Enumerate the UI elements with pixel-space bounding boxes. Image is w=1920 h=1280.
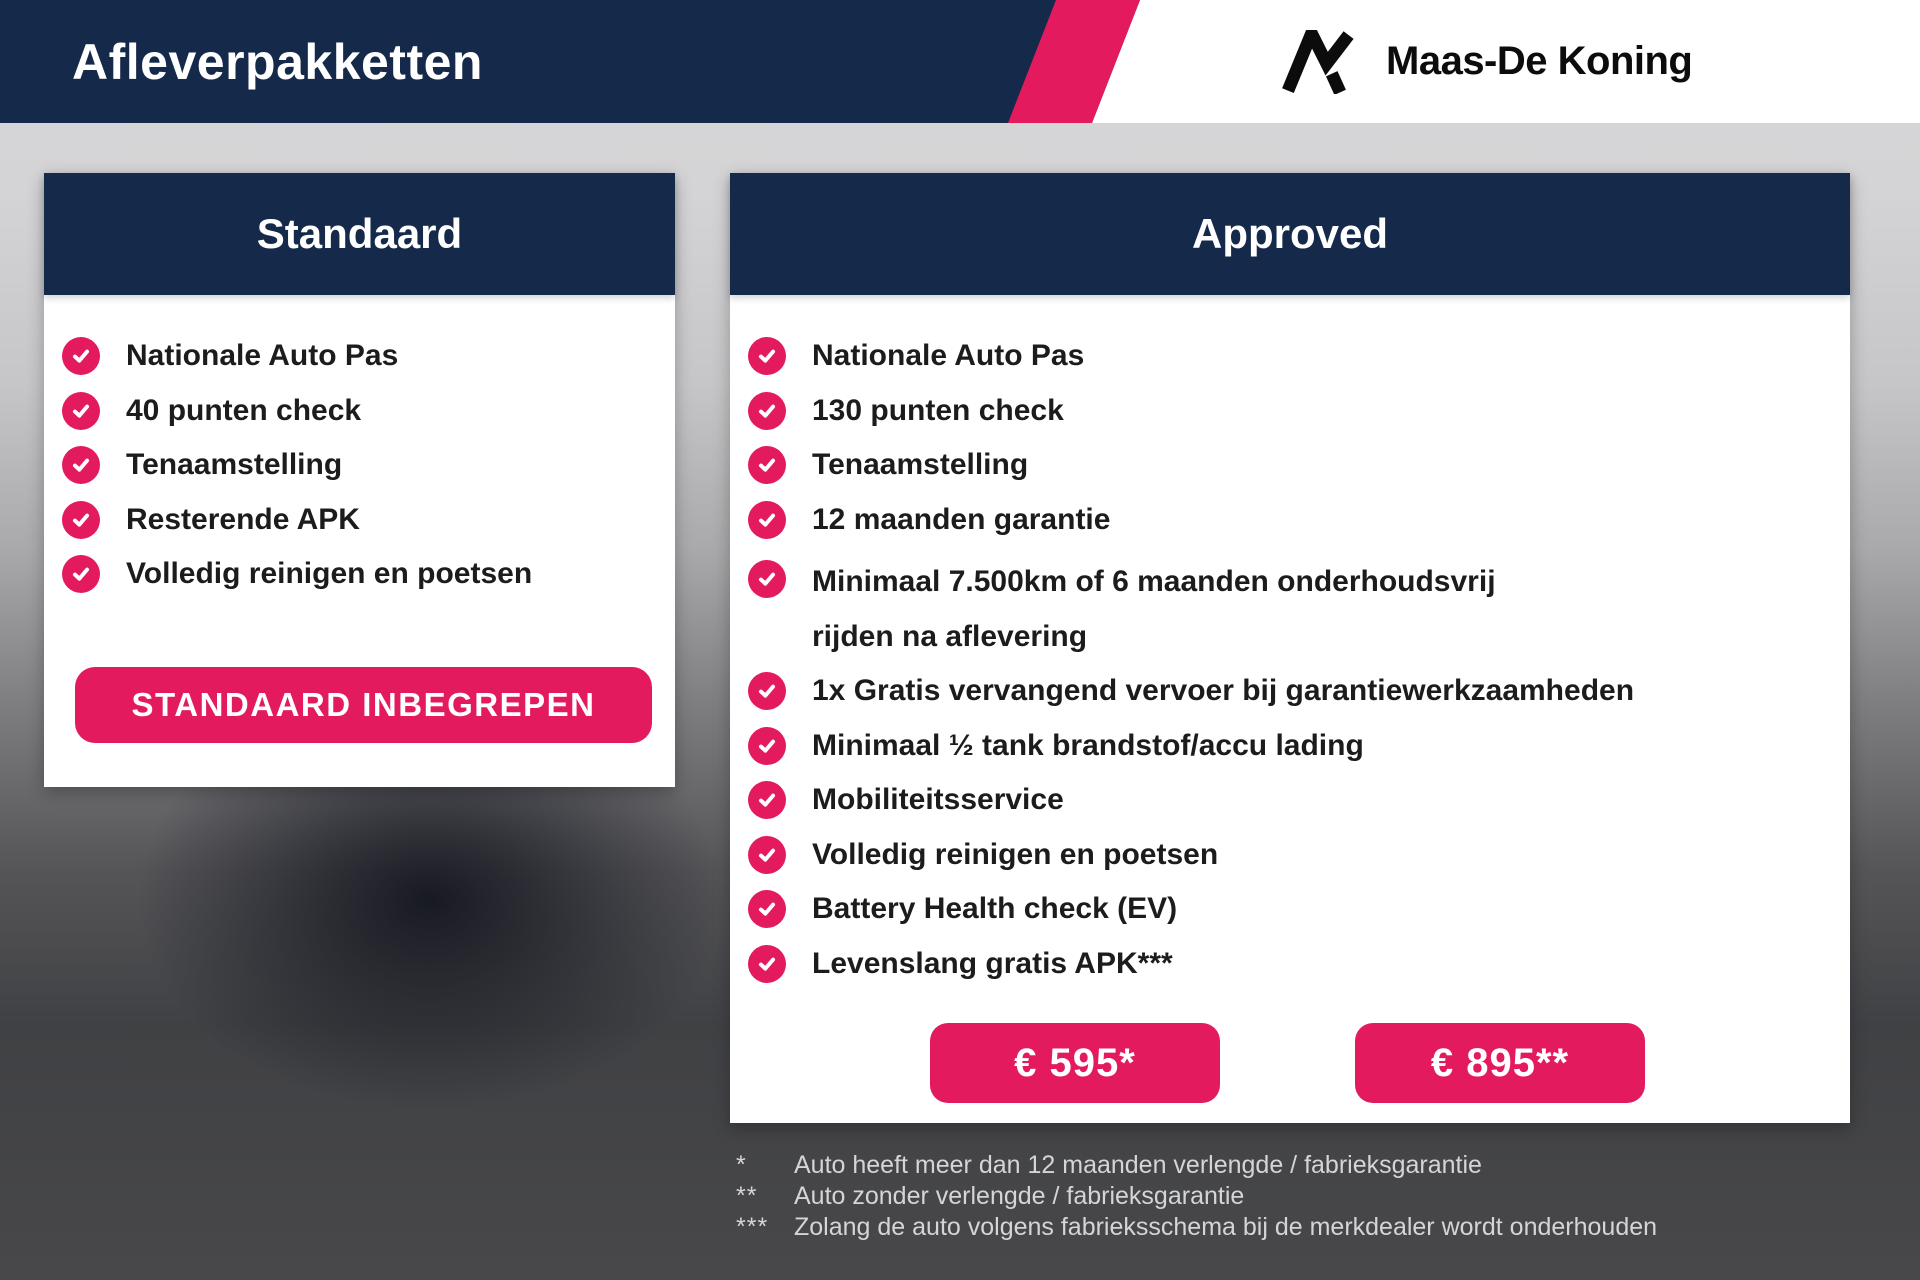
check-icon xyxy=(62,501,100,539)
list-item-label: Levenslang gratis APK*** xyxy=(812,946,1173,980)
price-button-595[interactable]: € 595* xyxy=(930,1023,1220,1103)
list-item-label: Nationale Auto Pas xyxy=(126,339,399,372)
footnote-text: Auto heeft meer dan 12 maanden verlengde / fabrieksgarantie xyxy=(794,1151,1482,1179)
list-item xyxy=(62,493,647,548)
brand-lockup xyxy=(1282,0,1692,123)
footnote-marker: * xyxy=(736,1151,747,1179)
check-icon xyxy=(62,446,100,484)
list-item xyxy=(748,882,1822,937)
footnote-row xyxy=(736,1150,1657,1181)
check-icon xyxy=(748,392,786,430)
card-standaard-header xyxy=(44,173,675,295)
list-item xyxy=(748,438,1822,493)
footnote-row xyxy=(736,1212,1657,1243)
check-icon xyxy=(748,945,786,983)
card-standaard xyxy=(44,173,675,787)
list-item-label: Volledig reinigen en poetsen xyxy=(126,557,533,590)
check-icon xyxy=(748,836,786,874)
list-item xyxy=(62,438,647,493)
check-icon xyxy=(748,446,786,484)
list-item-label: Resterende APK xyxy=(126,502,360,536)
card-approved-header xyxy=(730,173,1850,295)
footnote-text: Zolang de auto volgens fabrieksschema bij de merkdealer wordt onderhouden xyxy=(794,1213,1658,1241)
list-item xyxy=(62,329,647,384)
card-title: Standaard xyxy=(256,210,463,257)
list-item xyxy=(62,547,647,602)
check-icon xyxy=(748,890,786,928)
card-title: Approved xyxy=(1191,210,1388,257)
list-item-label: Volledig reinigen en poetsen xyxy=(812,837,1219,871)
list-item-label: 130 punten check xyxy=(812,393,1064,427)
page-title: Afleverpakketten xyxy=(72,33,483,90)
list-item-label: Nationale Auto Pas xyxy=(812,339,1085,372)
list-item-label: Minimaal 7.500km of 6 maanden onderhoudsvrij rijden na aflevering xyxy=(812,565,1496,653)
approved-feature-list xyxy=(730,329,1850,991)
check-icon xyxy=(748,501,786,539)
list-item xyxy=(748,828,1822,883)
list-item-label: 40 punten check xyxy=(126,393,362,427)
list-item xyxy=(748,773,1822,828)
list-item-label: Battery Health check (EV) xyxy=(812,892,1178,925)
list-item-label: Minimaal ½ tank brandstof/accu lading xyxy=(812,728,1364,762)
footnote-marker: *** xyxy=(736,1213,769,1241)
list-item xyxy=(748,329,1822,384)
list-item xyxy=(62,384,647,439)
list-item-label: Tenaamstelling xyxy=(812,448,1029,481)
check-icon xyxy=(62,337,100,375)
list-item xyxy=(748,937,1822,992)
check-icon xyxy=(748,727,786,765)
check-icon xyxy=(748,781,786,819)
price-button-895[interactable]: € 895** xyxy=(1355,1023,1645,1103)
check-icon xyxy=(748,337,786,375)
list-item xyxy=(748,384,1822,439)
list-item-label: Tenaamstelling xyxy=(126,448,343,481)
list-item-label: 12 maanden garantie xyxy=(812,502,1111,536)
list-item-label: Mobiliteitsservice xyxy=(812,783,1064,816)
check-icon xyxy=(62,392,100,430)
list-item xyxy=(748,664,1822,719)
maas-de-koning-logo-icon xyxy=(1282,30,1368,94)
brand-name: Maas-De Koning xyxy=(1386,39,1693,83)
footnote-marker: ** xyxy=(736,1182,758,1210)
card-approved xyxy=(730,173,1850,1123)
list-item xyxy=(748,719,1822,774)
check-icon xyxy=(748,672,786,710)
check-icon xyxy=(62,555,100,593)
footnotes xyxy=(736,1150,1657,1243)
list-item-label: 1x Gratis vervangend vervoer bij garantiewerkzaamheden xyxy=(812,674,1635,707)
list-item xyxy=(748,547,1822,664)
standaard-feature-list xyxy=(44,329,675,602)
check-icon xyxy=(748,560,786,598)
header-bar xyxy=(0,0,1920,123)
footnote-row xyxy=(736,1181,1657,1212)
list-item xyxy=(748,493,1822,548)
standaard-inbegrepen-button[interactable]: STANDAARD INBEGREPEN xyxy=(75,667,652,743)
footnote-text: Auto zonder verlengde / fabrieksgarantie xyxy=(794,1182,1245,1210)
